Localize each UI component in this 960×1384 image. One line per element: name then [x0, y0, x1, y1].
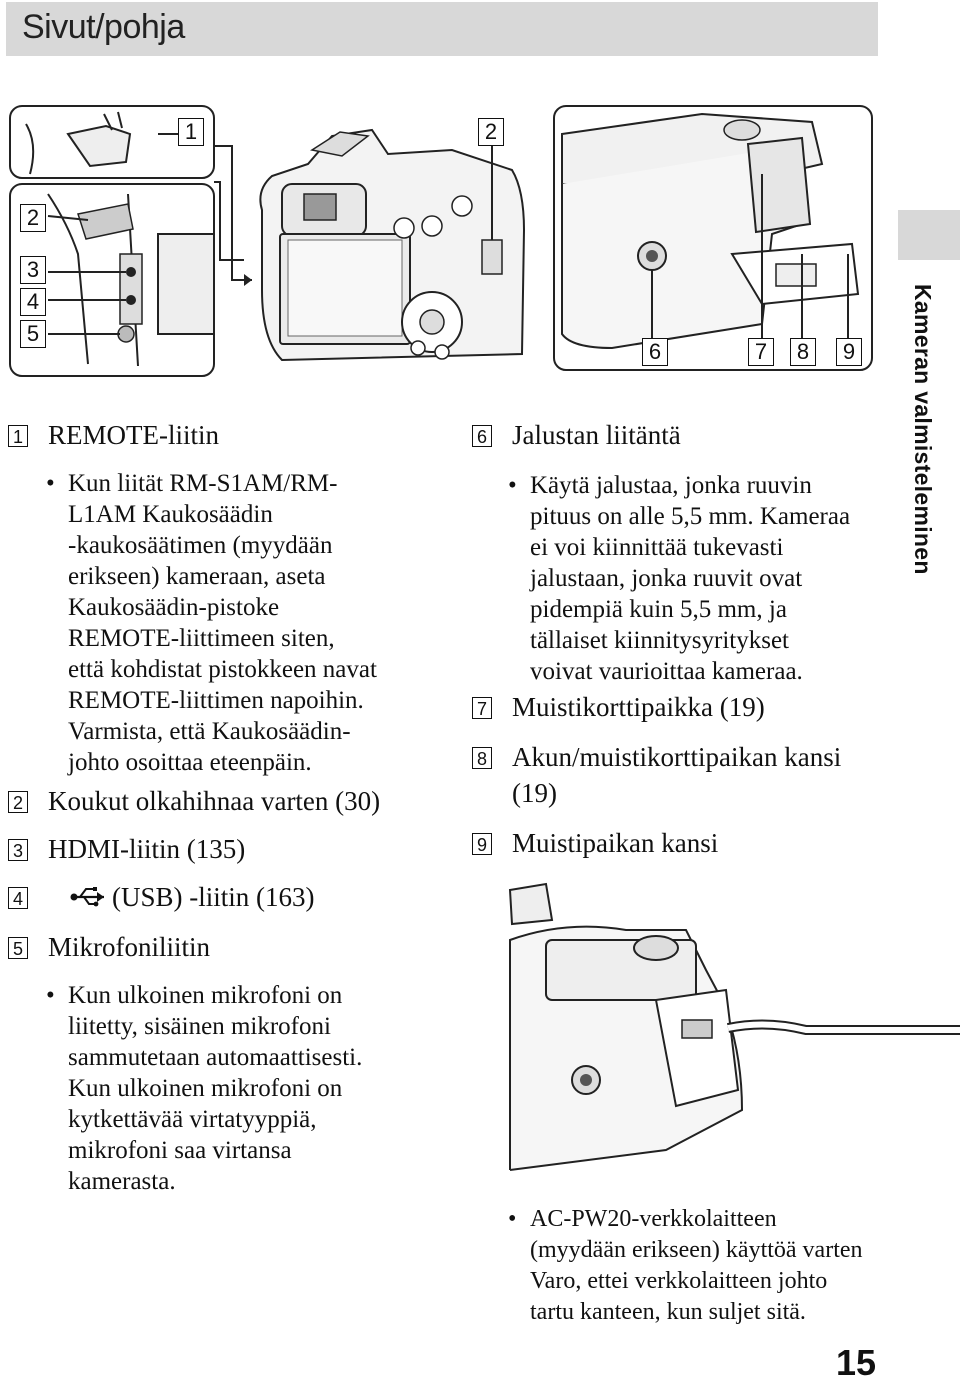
tripod-bullet: • Käytä jalustaa, jonka ruuvin pituus on alle 5,5 mm. Kameraa ei voi kiinnittää tukevasti jalustaan, jonka ruuvit ovat pidempiä kuin 5,5 mm, ja tällaiset kiinnitysyritykset voivat vaurioittaa kameraa.: [508, 472, 851, 685]
item-number: 7: [472, 697, 492, 719]
item-number: 1: [8, 425, 28, 447]
item-title: Mikrofoniliitin: [48, 932, 210, 962]
item-battery-cover: [472, 742, 892, 812]
callout-4: 4: [20, 288, 46, 316]
callout-9: 9: [836, 338, 862, 366]
note-text: AC-PW20-verkkolaitteen (myydään erikseen) käyttöä varten Varo, ettei verkkolaitteen johto tartu kanteen, kun suljet sitä.: [530, 1206, 863, 1325]
item-usb: [8, 882, 448, 914]
item-title: Muistikorttipaikka (19): [512, 692, 765, 722]
camera-bottom-illustration: [552, 104, 876, 374]
camera-rear-illustration: [252, 110, 532, 368]
side-tab-marker: [898, 210, 960, 260]
header-bar: [6, 2, 878, 56]
callout-1: 1: [178, 118, 204, 146]
item-microphone: [8, 932, 448, 964]
camera-cable-illustration: [506, 880, 960, 1176]
item-title: HDMI-liitin (135): [48, 834, 246, 864]
item-hdmi: [8, 834, 448, 866]
item-strap-hooks: [8, 786, 448, 818]
item-title: Akun/muistikorttipaikan kansi: [512, 742, 842, 772]
callout-6: 6: [642, 338, 668, 366]
item-title: REMOTE-liitin: [48, 420, 219, 450]
bullet-text: Kun ulkoinen mikrofoni on liitetty, sisäinen mikrofoni sammutetaan automaattisesti. Kun ulkoinen mikrofoni on kytkettävää virtatyyppiä, mikrofoni saa virtansa kamerasta.: [68, 982, 363, 1195]
callout-2: 2: [20, 204, 46, 232]
item-connection-cover: [472, 828, 892, 860]
adapter-note: • AC-PW20-verkkolaitteen (myydään erikseen) käyttöä varten Varo, ettei verkkolaitteen johto tartu kanteen, kun suljet sitä.: [508, 1204, 898, 1332]
callout-7: 7: [748, 338, 774, 366]
callout-3: 3: [20, 256, 46, 284]
item-title: Koukut olkahihnaa varten (30): [48, 786, 381, 816]
item-number: 4: [8, 887, 28, 909]
callout-2b: 2: [478, 118, 504, 146]
item-number: 2: [8, 791, 28, 813]
item-number: 3: [8, 839, 28, 861]
item-title-cont: (19): [512, 778, 557, 808]
item-number: 6: [472, 425, 492, 447]
item-title: Jalustan liitäntä: [512, 420, 681, 450]
bullet-text: Käytä jalustaa, jonka ruuvin pituus on alle 5,5 mm. Kameraa ei voi kiinnittää tukevasti jalustaan, jonka ruuvit ovat pidempiä kuin 5,5 mm, ja tällaiset kiinnitysyritykset voivat vaurioittaa kameraa.: [530, 472, 851, 685]
item-remote: [8, 420, 448, 452]
section-label: Kameran valmisteleminen: [910, 284, 936, 575]
page-number: 15: [836, 1342, 877, 1383]
item-number: 8: [472, 747, 492, 769]
usb-icon: [70, 886, 110, 908]
remote-bullet: • Kun liität RM-S1AM/RM- L1AM Kaukosäädin -kaukosäätimen (myydään erikseen) kameraan, aseta Kaukosäädin-pistoke REMOTE-liittimeen siten, että kohdistat pistokkeen navat REMOTE-liittimen napoihin. Varmista, että Kaukosäädin- johto osoittaa eteenpäin.: [46, 470, 377, 776]
bullet-text: Kun liität RM-S1AM/RM- L1AM Kaukosäädin -kaukosäätimen (myydään erikseen) kameraan, aseta Kaukosäädin-pistoke REMOTE-liittimeen siten, että kohdistat pistokkeen navat REMOTE-liittimen napoihin. Varmista, että Kaukosäädin- johto osoittaa eteenpäin.: [68, 470, 377, 776]
callout-8: 8: [790, 338, 816, 366]
item-title: Muistipaikan kansi: [512, 828, 719, 858]
microphone-bullet: • Kun ulkoinen mikrofoni on liitetty, sisäinen mikrofoni sammutetaan automaattisesti. Kun ulkoinen mikrofoni on kytkettävää virtatyyppiä, mikrofoni saa virtansa kamerasta.: [46, 982, 363, 1195]
callout-5: 5: [20, 320, 46, 348]
item-number: 9: [472, 833, 492, 855]
page-title: Sivut/pohja: [22, 8, 185, 46]
item-card-slot: [472, 692, 892, 724]
item-number: 5: [8, 937, 28, 959]
item-tripod: [472, 420, 892, 452]
item-title: (USB) -liitin (163): [112, 882, 315, 912]
